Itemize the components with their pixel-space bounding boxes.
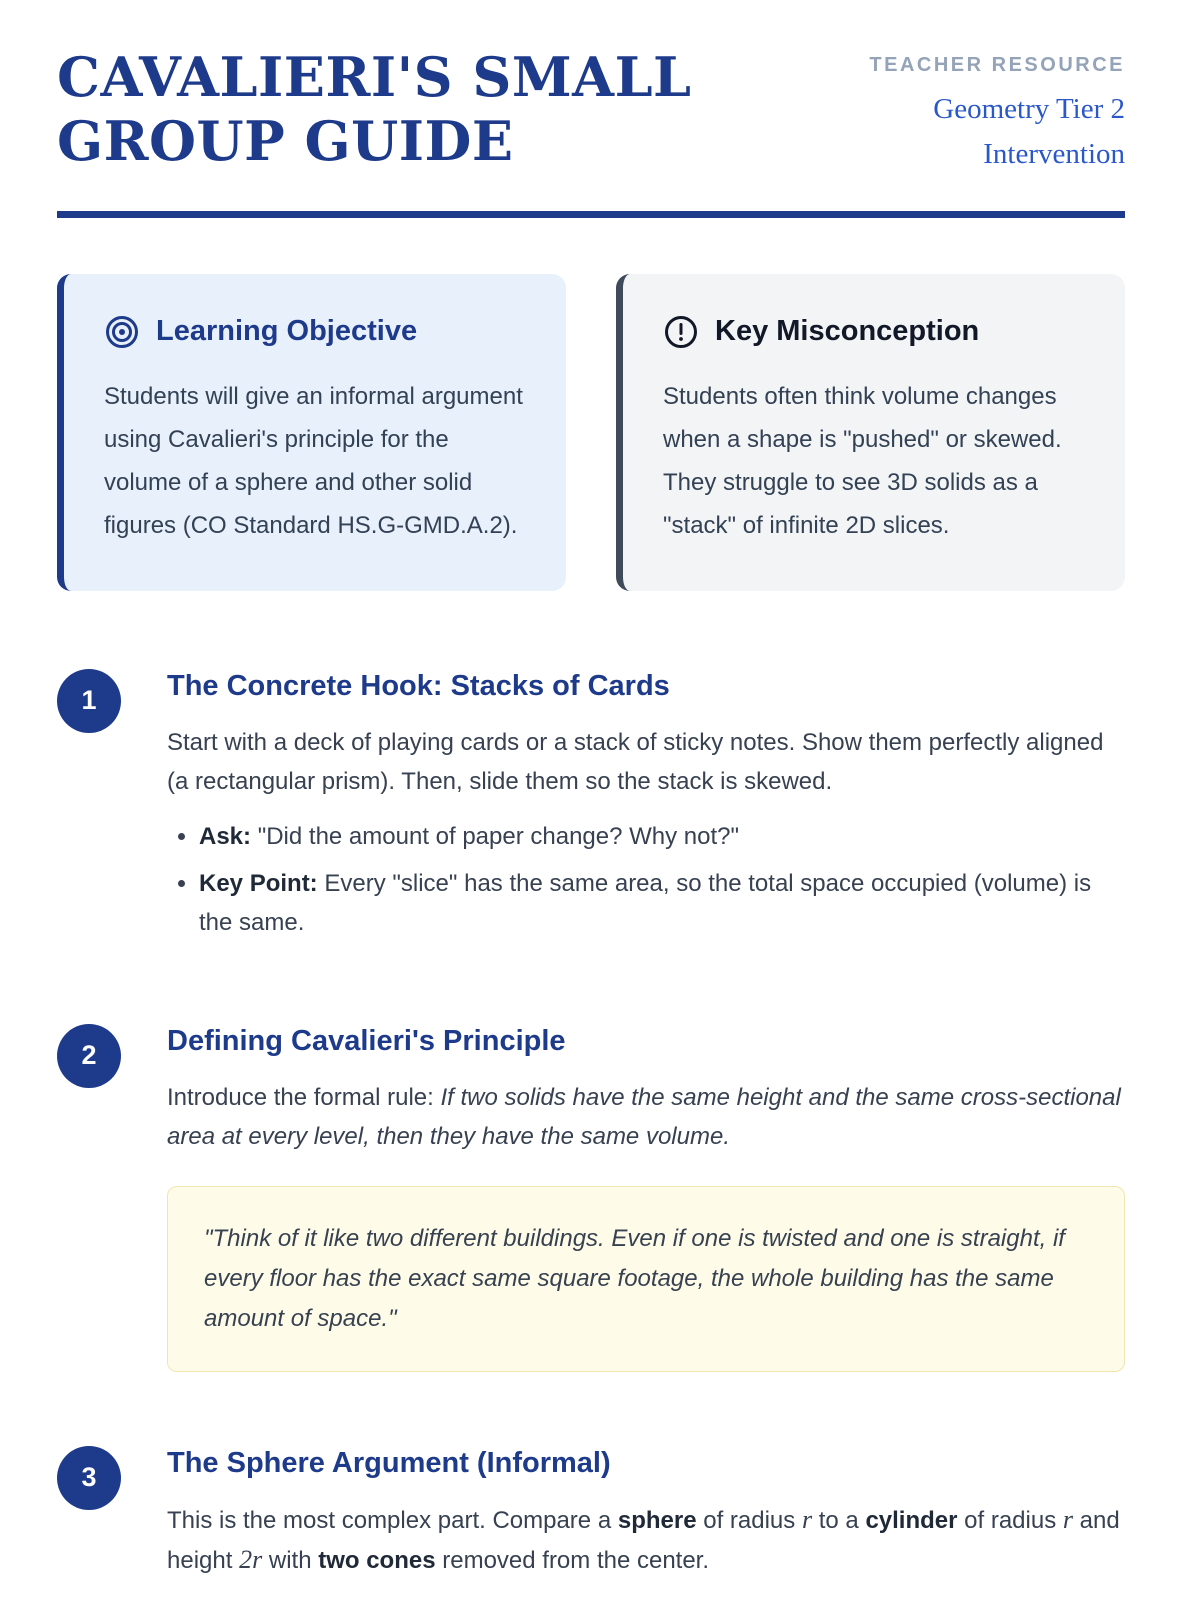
intro-text: with bbox=[262, 1546, 319, 1574]
learning-objective-header bbox=[104, 314, 524, 350]
header bbox=[57, 46, 1125, 177]
math-r: r bbox=[801, 1504, 813, 1534]
header-divider bbox=[57, 211, 1125, 218]
target-icon bbox=[104, 314, 140, 350]
bullet-ask bbox=[199, 817, 1125, 856]
learning-objective-card bbox=[57, 274, 566, 591]
section-sphere-argument bbox=[57, 1444, 1125, 1580]
section-number-badge: 3 bbox=[57, 1446, 121, 1510]
intro-text: to a bbox=[812, 1506, 866, 1534]
term-two-cones: two cones bbox=[318, 1546, 436, 1574]
section-number-badge: 1 bbox=[57, 669, 121, 733]
summary-cards bbox=[57, 274, 1125, 591]
header-meta bbox=[869, 46, 1125, 177]
section-sphere-argument-body bbox=[167, 1444, 1125, 1580]
alert-circle-icon bbox=[663, 314, 699, 350]
term-cylinder: cylinder bbox=[865, 1506, 958, 1534]
section-number-badge: 2 bbox=[57, 1024, 121, 1088]
page-title bbox=[57, 46, 692, 173]
learning-objective-title: Learning Objective bbox=[156, 315, 418, 348]
math-r: r bbox=[1062, 1504, 1073, 1534]
intro-text: This is the most complex part. Compare a bbox=[167, 1506, 618, 1534]
resource-eyebrow: TEACHER RESOURCE bbox=[869, 54, 1125, 76]
resource-subtitle bbox=[869, 87, 1125, 177]
intro-plain: Introduce the formal rule: bbox=[167, 1083, 441, 1111]
bullet-text: "Did the amount of paper change? Why not?" bbox=[251, 822, 740, 850]
section-concrete-hook-body bbox=[167, 667, 1125, 950]
section-defining-principle-body bbox=[167, 1022, 1125, 1372]
section-concrete-hook bbox=[57, 667, 1125, 950]
section-intro: Start with a deck of playing cards or a stack of sticky notes. Show them perfectly aligned (a rectangular prism). Then, slide them so the stack is skewed. bbox=[167, 728, 1104, 795]
intro-text: removed from the center. bbox=[435, 1546, 710, 1574]
intro-text: and height bbox=[167, 1506, 1120, 1574]
intro-text: of radius bbox=[957, 1506, 1063, 1534]
key-misconception-header bbox=[663, 314, 1083, 350]
page-title-line1: CAVALIERI'S SMALL bbox=[57, 45, 692, 109]
math-2r: 2r bbox=[239, 1544, 263, 1574]
term-sphere: sphere bbox=[617, 1506, 697, 1534]
bullet-key-point bbox=[199, 864, 1125, 942]
key-misconception-card bbox=[616, 274, 1125, 591]
analogy-callout: "Think of it like two different buildings. Even if one is twisted and one is straight, if every floor has the exact same square footage, the whole building has the same amount of space." bbox=[167, 1186, 1125, 1372]
page-title-line2: GROUP GUIDE bbox=[57, 108, 514, 173]
key-misconception-body: Students often think volume changes when a shape is "pushed" or skewed. They struggle to see 3D solids as a "stack" of infinite 2D slices. bbox=[663, 382, 1062, 539]
bullet-label: Key Point: bbox=[199, 869, 318, 897]
section-intro bbox=[167, 1500, 1125, 1580]
bullet-list bbox=[167, 817, 1125, 942]
section-title: The Concrete Hook: Stacks of Cards bbox=[167, 669, 670, 702]
learning-objective-body: Students will give an informal argument using Cavalieri's principle for the volume of a sphere and other solid figures (CO Standard HS.G-GMD.A.2). bbox=[104, 382, 523, 539]
bullet-text: Every "slice" has the same area, so the total space occupied (volume) is the same. bbox=[199, 869, 1092, 936]
key-misconception-title: Key Misconception bbox=[715, 315, 980, 348]
resource-subtitle-line2: Intervention bbox=[983, 137, 1125, 170]
section-intro bbox=[167, 1078, 1125, 1156]
resource-subtitle-line1: Geometry Tier 2 bbox=[933, 93, 1125, 125]
section-title: The Sphere Argument (Informal) bbox=[167, 1446, 611, 1479]
intro-text: of radius bbox=[696, 1506, 802, 1534]
bullet-label: Ask: bbox=[199, 822, 252, 850]
section-title: Defining Cavalieri's Principle bbox=[167, 1024, 566, 1057]
intro-italic-rule: If two solids have the same height and the same cross-sectional area at every level, then they have the same volume. bbox=[167, 1083, 1121, 1150]
section-defining-principle bbox=[57, 1022, 1125, 1372]
